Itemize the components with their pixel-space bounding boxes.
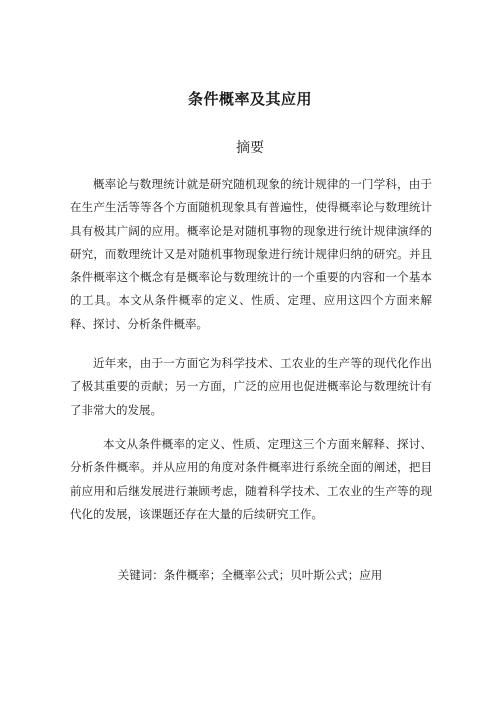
keywords-line: 关键词：条件概率；全概率公式；贝叶斯公式；应用 (117, 568, 383, 582)
abstract-paragraph-1: 概率论与数理统计就是研究随机现象的统计规律的一门学科，由于在生产生活等等各个方面随机现象具有普遍性，使得概率论与数理统计具有极其广阔的应用。概率论是对随机事物的现象进行统计规律演绎的研究，而数理统计又是对随机事物现象进行统计规律归纳的研究。并且条件概率这个概念有是概率论与数理统计的一个重要的内容和一个基本的工具。本文从条件概率的定义、性质、定理、应用这四个方面来解释、探讨、分析条件概率。 (70, 177, 432, 331)
abstract-heading: 摘要 (236, 140, 264, 156)
abstract-paragraph-2: 近年来，由于一方面它为科学技术、工农业的生产等的现代化作出了极其重要的贡献；另一方面，广泛的应用也促进概率论与数理统计有了非常大的发展。 (70, 356, 432, 417)
document-title: 条件概率及其应用 (187, 90, 312, 108)
abstract-paragraph-3: 本文从条件概率的定义、性质、定理这三个方面来解释、探讨、分析条件概率。并从应用的角度对条件概率进行系统全面的阐述，把目前应用和后继发展进行兼顾考虑，随着科学技术、工农业的生产等的现代化的发展，该课题还存在大量的后续研究工作。 (70, 437, 432, 521)
